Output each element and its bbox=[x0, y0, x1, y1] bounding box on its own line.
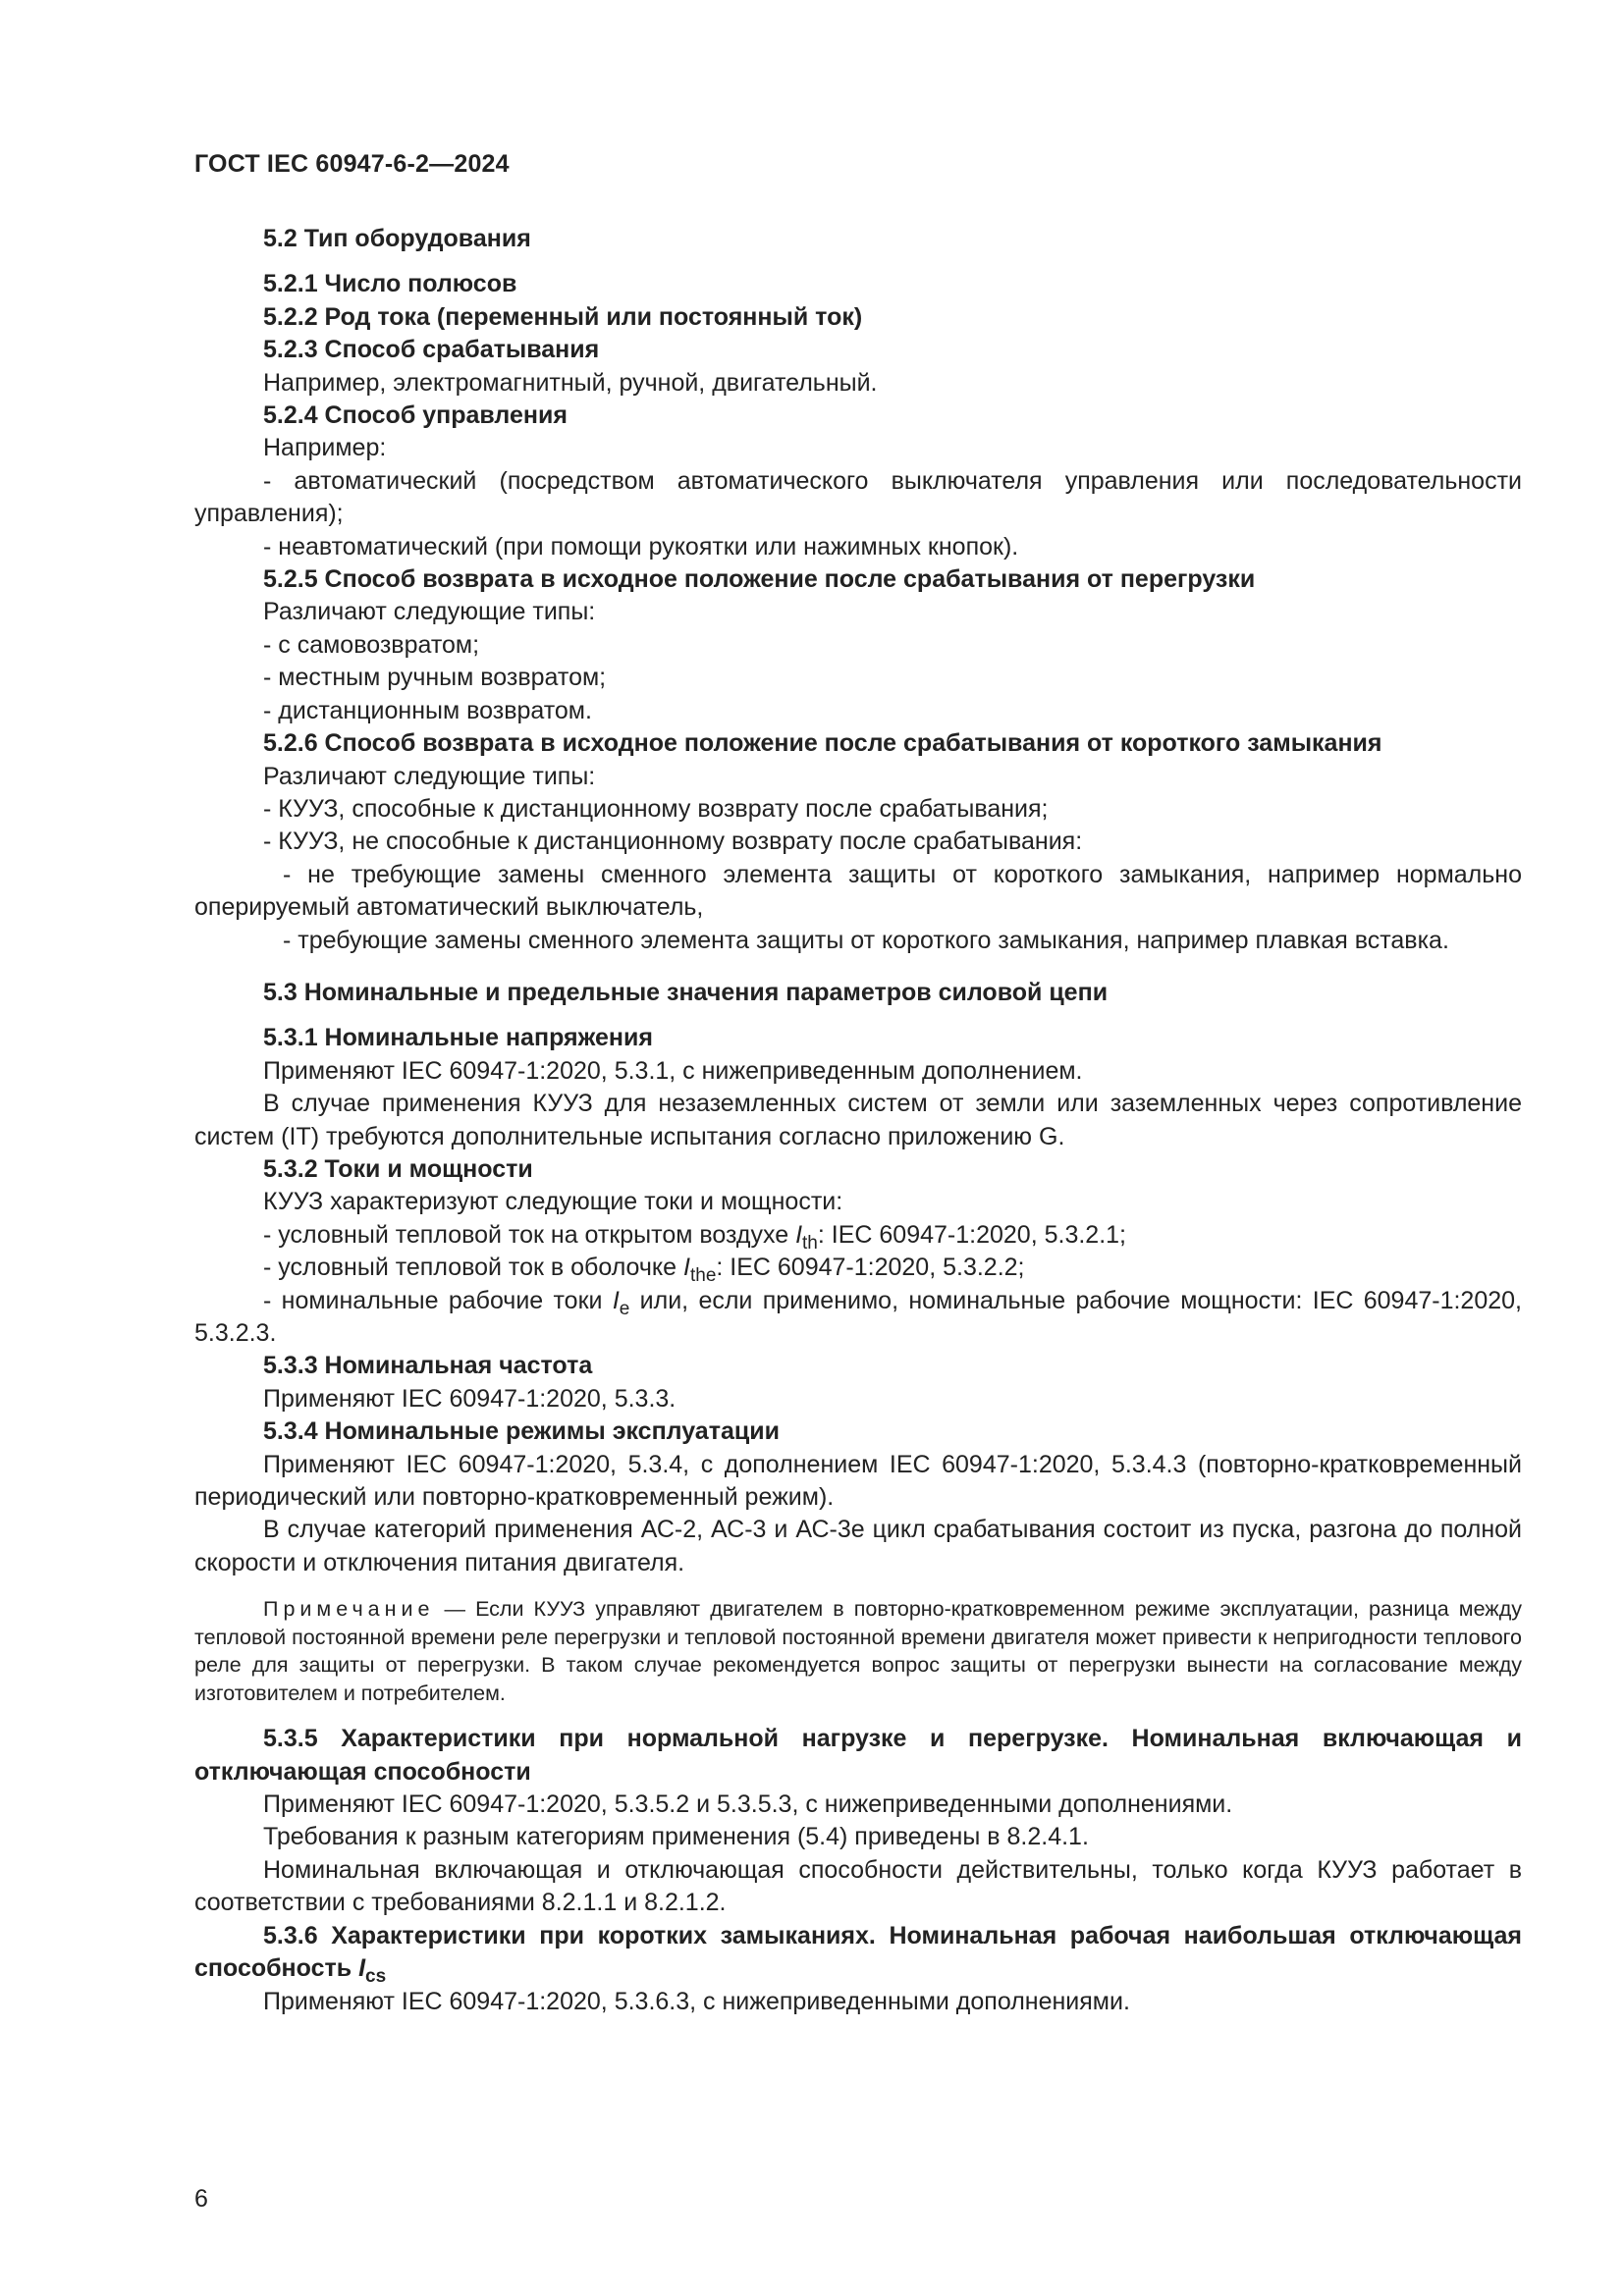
note-paragraph: Примечание — Если КУУЗ управляют двигателем в повторно-кратковременном режиме эксплуатации, разница между тепловой постоянной времени реле перегрузки и тепловой постоянной времени двигателя может привести к непригодности теплового реле для защиты от перегрузки. В таком случае рекомендуется вопрос защиты от перегрузки вынести на согласование между изготовителем и потребителем. bbox=[194, 1597, 1522, 1705]
clause-5-2-5-item-a: - с самовозвратом; bbox=[263, 630, 480, 659]
clause-5-2-5-intro: Различают следующие типы: bbox=[263, 598, 596, 626]
clause-5-3-1-text-b: В случае применения КУУЗ для незаземленных систем от земли или заземленных через сопротивление систем (IT) требуются дополнительные испытания согласно приложению G. bbox=[194, 1090, 1522, 1150]
clause-5-3-3-heading: 5.3.3 Номинальная частота bbox=[263, 1352, 593, 1380]
clause-5-3-2-item-ithe: - условный тепловой ток в оболочке $I_{the}$: IEC 60947-1:2020, 5.3.2.2; bbox=[263, 1254, 1025, 1287]
clause-5-3-5-text-c: Номинальная включающая и отключающая способности действительны, только когда КУУЗ работает в соответствии с требованиями 8.2.1.1 и 8.2.1.2. bbox=[194, 1855, 1522, 1917]
document-body bbox=[194, 223, 1522, 2018]
clause-5-3-5-text-a: Применяют IEC 60947-1:2020, 5.3.5.2 и 5.3.5.3, с нижеприведенными дополнениями. bbox=[263, 1790, 1233, 1819]
page-number: 6 bbox=[194, 2185, 208, 2213]
clause-5-3-4-text-a: Применяют IEC 60947-1:2020, 5.3.4, с дополнением IEC 60947-1:2020, 5.3.4.3 (повторно-кратковременный периодический или повторно-кратковременный режим). bbox=[194, 1450, 1522, 1512]
clause-5-2-5-heading: 5.2.5 Способ возврата в исходное положение после срабатывания от перегрузки bbox=[263, 565, 1256, 594]
clause-5-2-6-heading: 5.2.6 Способ возврата в исходное положение после срабатывания от короткого замыкания bbox=[263, 729, 1382, 758]
clause-5-2-1-heading: 5.2.1 Число полюсов bbox=[263, 270, 517, 298]
clause-5-2-3-text: Например, электромагнитный, ручной, двигательный. bbox=[263, 368, 878, 397]
clause-5-2-4-item-automatic: - автоматический (посредством автоматического выключателя управления или последовательности управления); bbox=[194, 466, 1522, 528]
clause-5-2-4-intro: Например: bbox=[263, 434, 387, 462]
clause-5-3-5-text-b: Требования к разным категориям применения (5.4) приведены в 8.2.4.1. bbox=[263, 1823, 1089, 1851]
clause-5-3-1-text-a: Применяют IEC 60947-1:2020, 5.3.1, с нижеприведенным дополнением. bbox=[263, 1056, 1083, 1085]
clause-5-2-5-item-c: - дистанционным возвратом. bbox=[263, 696, 592, 724]
clause-5-2-6-subitem-2: - требующие замены сменного элемента защиты от короткого замыкания, например плавкая вставка. bbox=[283, 926, 1449, 954]
clause-5-2-3-heading: 5.2.3 Способ срабатывания bbox=[263, 336, 600, 364]
clause-5-3-4-heading: 5.3.4 Номинальные режимы эксплуатации bbox=[263, 1417, 780, 1446]
note-label: Примечание bbox=[263, 1597, 435, 1622]
clause-5-3-2-item-ie: - номинальные рабочие токи $I_e$ или, если применимо, номинальные рабочие мощности: IEC 60947-1:2020, 5.3.2.3. bbox=[194, 1286, 1522, 1347]
clause-5-3-3-text: Применяют IEC 60947-1:2020, 5.3.3. bbox=[263, 1384, 677, 1413]
clause-5-3-5-heading: 5.3.5 Характеристики при нормальной нагрузке и перегрузке. Номинальная включающая и отключающая способности bbox=[194, 1725, 1522, 1786]
clause-5-2-5-item-b: - местным ручным возвратом; bbox=[263, 664, 607, 692]
clause-5-3-6-heading: 5.3.6 Характеристики при коротких замыканиях. Номинальная рабочая наибольшая отключающая способность $I_{cs}$ bbox=[194, 1921, 1522, 1988]
clause-5-3-4-text-b: В случае категорий применения АС-2, АС-3 и АС-3е цикл срабатывания состоит из пуска, разгона до полной скорости и отключения питания двигателя. bbox=[194, 1516, 1522, 1576]
clause-5-2-6-item-a: - КУУЗ, способные к дистанционному возврату после срабатывания; bbox=[263, 794, 1049, 823]
section-5-3-heading: 5.3 Номинальные и предельные значения параметров силовой цепи bbox=[263, 978, 1109, 1006]
clause-5-3-2-item-ith: - условный тепловой ток на открытом воздухе $I_{th}$: IEC 60947-1:2020, 5.3.2.1; bbox=[263, 1220, 1126, 1254]
document-header: ГОСТ IEC 60947-6-2—2024 bbox=[194, 150, 510, 178]
clause-5-3-1-heading: 5.3.1 Номинальные напряжения bbox=[263, 1024, 653, 1052]
clause-5-3-2-intro: КУУЗ характеризуют следующие токи и мощности: bbox=[263, 1188, 843, 1216]
clause-5-3-6-text: Применяют IEC 60947-1:2020, 5.3.6.3, с нижеприведенными дополнениями. bbox=[263, 1987, 1130, 2015]
clause-5-2-4-heading: 5.2.4 Способ управления bbox=[263, 401, 568, 430]
clause-5-2-6-subitem-1: - не требующие замены сменного элемента защиты от короткого замыкания, например нормально оперируемый автоматический выключатель, bbox=[194, 860, 1522, 922]
section-5-2-heading: 5.2 Тип оборудования bbox=[263, 225, 531, 252]
clause-5-2-6-item-b: - КУУЗ, не способные к дистанционному возврату после срабатывания: bbox=[263, 828, 1083, 856]
clause-5-3-2-heading: 5.3.2 Токи и мощности bbox=[263, 1154, 533, 1183]
clause-5-2-6-intro: Различают следующие типы: bbox=[263, 762, 596, 790]
clause-5-2-4-item-manual: - неавтоматический (при помощи рукоятки или нажимных кнопок). bbox=[263, 532, 1019, 561]
clause-5-2-2-heading: 5.2.2 Род тока (переменный или постоянный ток) bbox=[263, 302, 863, 331]
